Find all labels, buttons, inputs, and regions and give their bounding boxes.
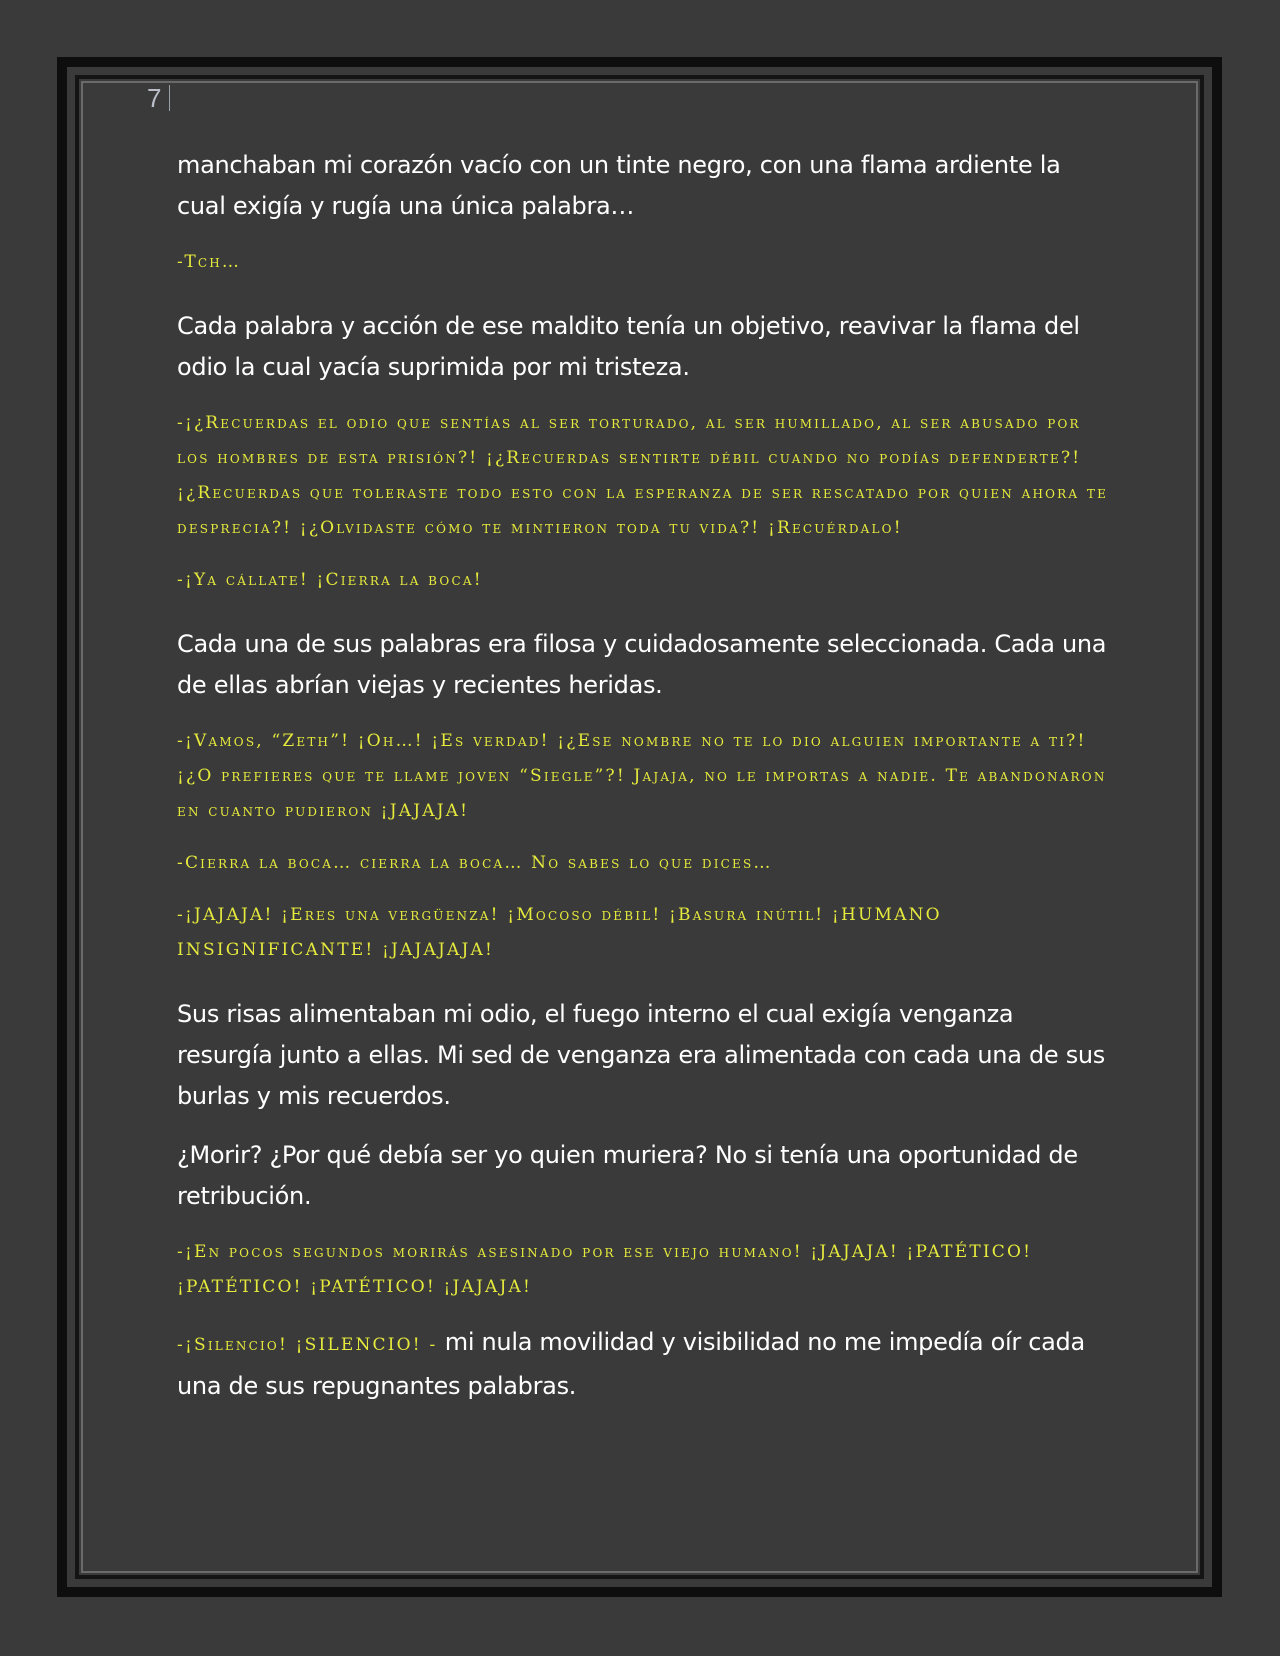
narration-paragraph: Sus risas alimentaban mi odio, el fuego interno el cual exigía venganza resurgía junto a ellas. Mi sed de venganza era alimentada con cada una de sus burlas y mis recuerdos. xyxy=(177,1000,1106,1110)
document-body xyxy=(177,145,1112,1425)
narration-inline: mi nula movilidad y visibilidad no me impedía oír cada una de sus repugnantes palabras. xyxy=(177,1328,1085,1400)
mixed-paragraph xyxy=(177,1322,1112,1407)
dialog-line: -Tch… xyxy=(177,252,242,272)
dialog-line: -¡JAJAJA! ¡Eres una vergüenza! ¡Mocoso débil! ¡Basura inútil! ¡HUMANO INSIGNIFICANTE! ¡JAJAJAJA! xyxy=(177,905,942,960)
dialog-line: -¡Vamos, “Zeth”! ¡Oh…! ¡Es verdad! ¡¿Ese nombre no te lo dio alguien importante a ti?! ¡¿O prefieres que te llame joven “Siegle”?! Jajaja, no le importas a nadie. Te abandonaron en cuanto pudieron ¡JAJAJA! xyxy=(177,731,1107,821)
dialog-line: -¡Ya cállate! ¡Cierra la boca! xyxy=(177,570,483,590)
narration-paragraph: Cada palabra y acción de ese maldito tenía un objetivo, reavivar la flama del odio la cual yacía suprimida por mi tristeza. xyxy=(177,312,1080,381)
dialog-line: -¡¿Recuerdas el odio que sentías al ser torturado, al ser humillado, al ser abusado por los hombres de esta prisión?! ¡¿Recuerdas sentirte débil cuando no podías defenderte?! ¡¿Recuerdas que toleraste todo esto con la esperanza de ser rescatado por quien ahora te desprecia?! ¡¿Olvidaste cómo te mintieron toda tu vida?! ¡Recuérdalo! xyxy=(177,413,1109,538)
page-number: 7 xyxy=(147,85,170,111)
dialog-line: -Cierra la boca… cierra la boca… No sabes lo que dices… xyxy=(177,853,773,873)
dialog-line: -¡En pocos segundos morirás asesinado por ese viejo humano! ¡JAJAJA! ¡PATÉTICO! ¡PATÉTICO! ¡PATÉTICO! ¡JAJAJA! xyxy=(177,1242,1033,1297)
narration-paragraph: Cada una de sus palabras era filosa y cuidadosamente seleccionada. Cada una de ellas abrían viejas y recientes heridas. xyxy=(177,630,1107,699)
narration-paragraph: manchaban mi corazón vacío con un tinte negro, con una flama ardiente la cual exigía y rugía una única palabra… xyxy=(177,151,1061,220)
dialog-inline: -¡Silencio! ¡SILENCIO! - xyxy=(177,1335,438,1355)
narration-paragraph: ¿Morir? ¿Por qué debía ser yo quien muriera? No si tenía una oportunidad de retribución. xyxy=(177,1141,1078,1210)
